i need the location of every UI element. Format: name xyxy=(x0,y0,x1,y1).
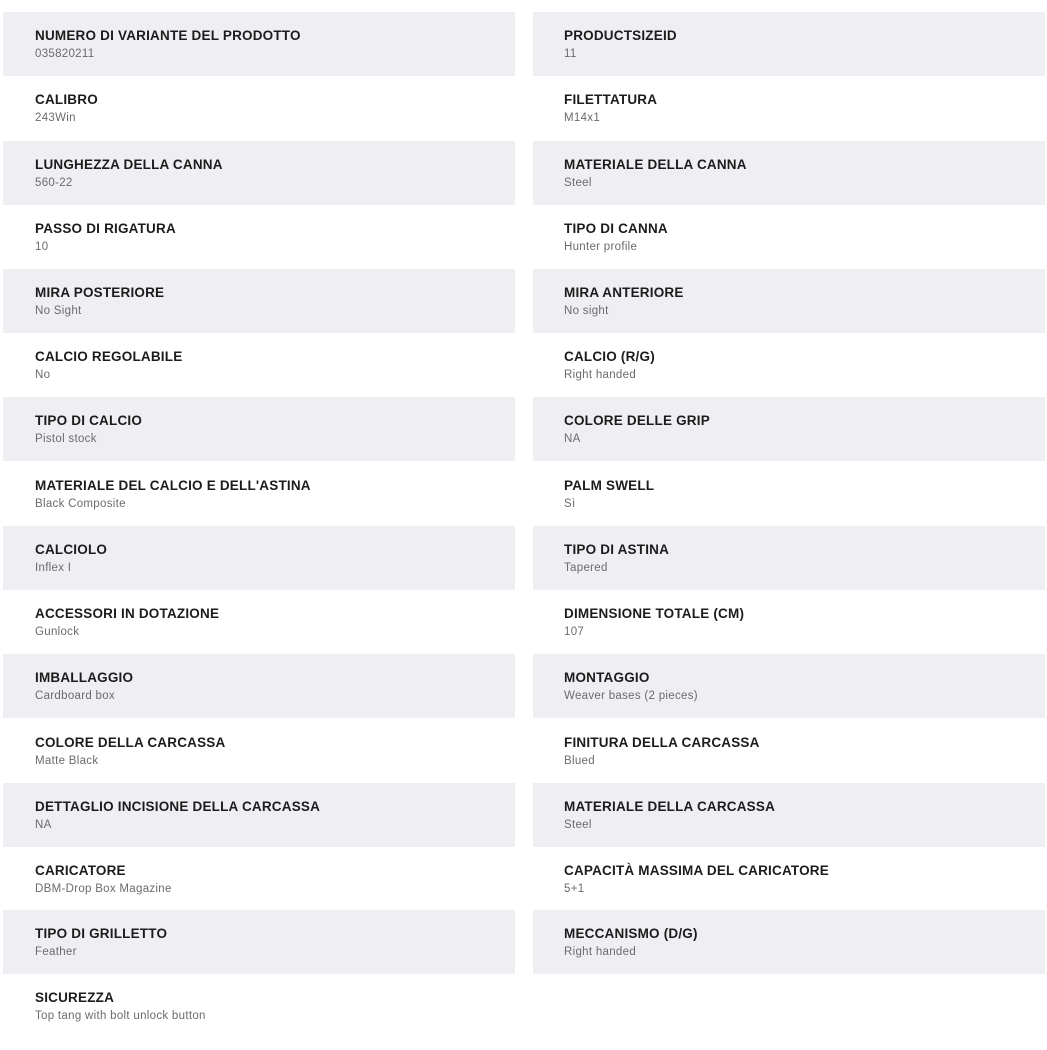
spec-row xyxy=(0,654,1047,718)
spec-row xyxy=(0,783,1047,847)
spec-row xyxy=(0,974,1047,1038)
spec-label: COLORE DELLA CARCASSA xyxy=(35,735,226,750)
spec-label: MATERIALE DEL CALCIO E DELL'ASTINA xyxy=(35,478,311,493)
spec-value: Cardboard box xyxy=(35,690,115,702)
spec-label: DIMENSIONE TOTALE (CM) xyxy=(564,606,745,621)
spec-value: 5+1 xyxy=(564,883,585,895)
spec-value: DBM-Drop Box Magazine xyxy=(35,883,172,895)
spec-cell xyxy=(3,462,515,526)
spec-cell xyxy=(3,397,515,461)
spec-label: CALIBRO xyxy=(35,92,98,107)
spec-value: Weaver bases (2 pieces) xyxy=(564,690,698,702)
spec-row xyxy=(0,847,1047,911)
spec-cell xyxy=(3,783,515,847)
spec-cell xyxy=(3,974,515,1038)
spec-cell xyxy=(533,910,1045,974)
spec-cell xyxy=(3,847,515,911)
spec-row xyxy=(0,76,1047,140)
spec-label: ACCESSORI IN DOTAZIONE xyxy=(35,606,220,621)
spec-cell xyxy=(533,590,1045,654)
spec-value: Top tang with bolt unlock button xyxy=(35,1010,206,1022)
spec-cell xyxy=(3,719,515,783)
spec-label: MONTAGGIO xyxy=(564,670,650,685)
spec-label: MIRA ANTERIORE xyxy=(564,285,684,300)
spec-value: Sì xyxy=(564,498,576,510)
spec-cell xyxy=(533,462,1045,526)
spec-label: LUNGHEZZA DELLA CANNA xyxy=(35,157,223,172)
spec-cell xyxy=(533,205,1045,269)
spec-value: M14x1 xyxy=(564,112,601,124)
spec-row xyxy=(0,397,1047,461)
spec-label: MIRA POSTERIORE xyxy=(35,285,165,300)
spec-value: Matte Black xyxy=(35,755,99,767)
spec-value: 243Win xyxy=(35,112,76,124)
spec-label: SICUREZZA xyxy=(35,990,115,1005)
spec-row xyxy=(0,719,1047,783)
spec-cell xyxy=(3,526,515,590)
spec-label: IMBALLAGGIO xyxy=(35,670,134,685)
spec-row xyxy=(0,205,1047,269)
spec-label: COLORE DELLE GRIP xyxy=(564,413,710,428)
spec-cell xyxy=(3,12,515,76)
spec-row xyxy=(0,910,1047,974)
spec-label: DETTAGLIO INCISIONE DELLA CARCASSA xyxy=(35,799,321,814)
spec-cell xyxy=(533,12,1045,76)
spec-cell xyxy=(533,333,1045,397)
spec-row xyxy=(0,141,1047,205)
spec-value: Hunter profile xyxy=(564,241,638,253)
spec-value: 11 xyxy=(564,48,577,60)
spec-row xyxy=(0,269,1047,333)
spec-label: MATERIALE DELLA CANNA xyxy=(564,157,747,172)
spec-label: TIPO DI CANNA xyxy=(564,221,668,236)
spec-label: CALCIO REGOLABILE xyxy=(35,349,183,364)
spec-row xyxy=(0,462,1047,526)
spec-cell xyxy=(533,76,1045,140)
spec-label: PASSO DI RIGATURA xyxy=(35,221,176,236)
spec-cell xyxy=(533,141,1045,205)
spec-label: CAPACITÀ MASSIMA DEL CARICATORE xyxy=(564,863,829,878)
spec-cell xyxy=(533,526,1045,590)
spec-cell xyxy=(3,590,515,654)
spec-cell xyxy=(3,205,515,269)
spec-label: PRODUCTSIZEID xyxy=(564,28,677,43)
spec-value: Gunlock xyxy=(35,626,80,638)
spec-label: CARICATORE xyxy=(35,863,126,878)
spec-cell xyxy=(533,719,1045,783)
spec-label: MECCANISMO (D/G) xyxy=(564,926,698,941)
spec-value: Inflex I xyxy=(35,562,72,574)
spec-value: No Sight xyxy=(35,305,82,317)
spec-row xyxy=(0,526,1047,590)
spec-label: NUMERO DI VARIANTE DEL PRODOTTO xyxy=(35,28,301,43)
spec-cell xyxy=(533,269,1045,333)
spec-cell xyxy=(533,397,1045,461)
spec-value: Feather xyxy=(35,946,77,958)
spec-value: 10 xyxy=(35,241,49,253)
spec-row xyxy=(0,12,1047,76)
spec-cell xyxy=(3,654,515,718)
spec-row xyxy=(0,590,1047,654)
spec-cell xyxy=(3,333,515,397)
spec-label: MATERIALE DELLA CARCASSA xyxy=(564,799,776,814)
spec-label: FILETTATURA xyxy=(564,92,658,107)
spec-label: PALM SWELL xyxy=(564,478,655,493)
spec-value: Pistol stock xyxy=(35,433,97,445)
spec-value: NA xyxy=(35,819,52,831)
spec-value: Steel xyxy=(564,819,592,831)
spec-cell xyxy=(533,654,1045,718)
spec-value: Right handed xyxy=(564,369,637,381)
spec-value: Steel xyxy=(564,177,592,189)
spec-value: Black Composite xyxy=(35,498,126,510)
spec-cell xyxy=(3,141,515,205)
spec-value: NA xyxy=(564,433,581,445)
spec-value: No sight xyxy=(564,305,609,317)
spec-value: 035820211 xyxy=(35,48,95,60)
spec-cell xyxy=(533,783,1045,847)
spec-row xyxy=(0,333,1047,397)
spec-label: TIPO DI CALCIO xyxy=(35,413,143,428)
spec-value: Right handed xyxy=(564,946,637,958)
spec-cell xyxy=(3,76,515,140)
spec-value: Tapered xyxy=(564,562,608,574)
spec-label: TIPO DI GRILLETTO xyxy=(35,926,168,941)
spec-label: TIPO DI ASTINA xyxy=(564,542,670,557)
spec-cell xyxy=(533,847,1045,911)
spec-value: 560-22 xyxy=(35,177,73,189)
spec-label: FINITURA DELLA CARCASSA xyxy=(564,735,760,750)
spec-value: No xyxy=(35,369,51,381)
spec-cell xyxy=(3,269,515,333)
spec-value: Blued xyxy=(564,755,595,767)
spec-label: CALCIOLO xyxy=(35,542,108,557)
spec-label: CALCIO (R/G) xyxy=(564,349,655,364)
spec-value: 107 xyxy=(564,626,585,638)
spec-cell xyxy=(3,910,515,974)
